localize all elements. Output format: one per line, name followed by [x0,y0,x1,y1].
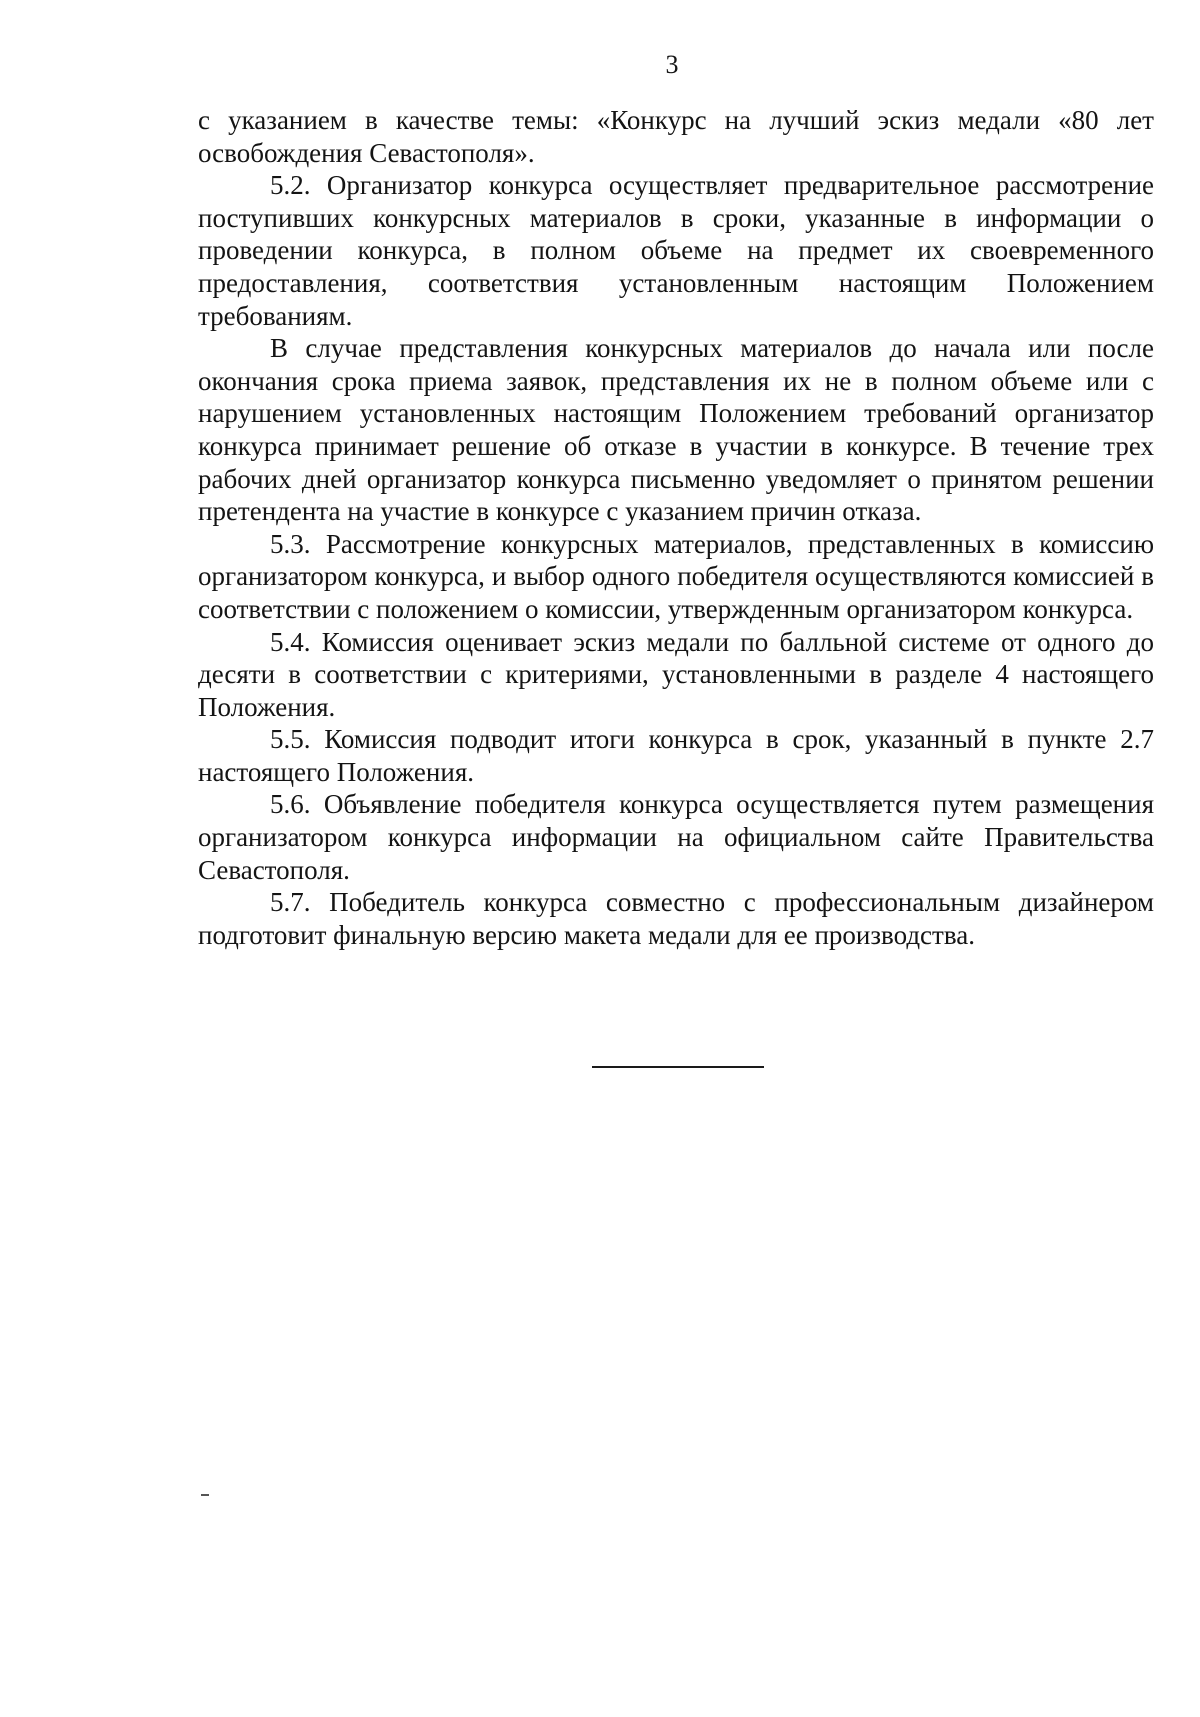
paragraph-5-2: 5.2. Организатор конкурса осуществляет предварительное рассмотрение поступивших конкурсных материалов в сроки, указанные в информации о проведении конкурса, в полном объеме на предмет их своевременного предоставления, соответствия установленным настоящим Положением требованиям. [198,170,1154,331]
paragraph-5-6: 5.6. Объявление победителя конкурса осуществляется путем размещения организатором конкурса информации на официальном сайте Правительства Севастополя. [198,789,1154,885]
paragraph-5-7: 5.7. Победитель конкурса совместно с профессиональным дизайнером подготовит финальную версию макета медали для ее производства. [198,887,1154,950]
scan-artifact-mark [201,1494,209,1496]
paragraph-continuation: с указанием в качестве темы: «Конкурс на лучший эскиз медали «80 лет освобождения Севастополя». [198,105,1154,168]
paragraph-5-2-rejection: В случае представления конкурсных материалов до начала или после окончания срока приема заявок, представления их не в полном объеме или с нарушением установленных настоящим Положением требований организатор конкурса принимает решение об отказе в участии в конкурсе. В течение трех рабочих дней организатор конкурса письменно уведомляет о принятом решении претендента на участие в конкурсе с указанием причин отказа. [198,333,1154,527]
paragraph-5-5: 5.5. Комиссия подводит итоги конкурса в срок, указанный в пункте 2.7 настоящего Положения. [198,724,1154,787]
page-number: 3 [665,50,679,79]
document-body [198,104,1154,951]
paragraph-5-3: 5.3. Рассмотрение конкурсных материалов, представленных в комиссию организатором конкурса, и выбор одного победителя осуществляются комиссией в соответствии с положением о комиссии, утвержденным организатором конкурса. [198,528,1154,624]
paragraph-5-4: 5.4. Комиссия оценивает эскиз медали по балльной системе от одного до десяти в соответствии с критериями, установленными в разделе 4 настоящего Положения. [198,626,1154,722]
end-of-document-rule [592,1066,764,1068]
